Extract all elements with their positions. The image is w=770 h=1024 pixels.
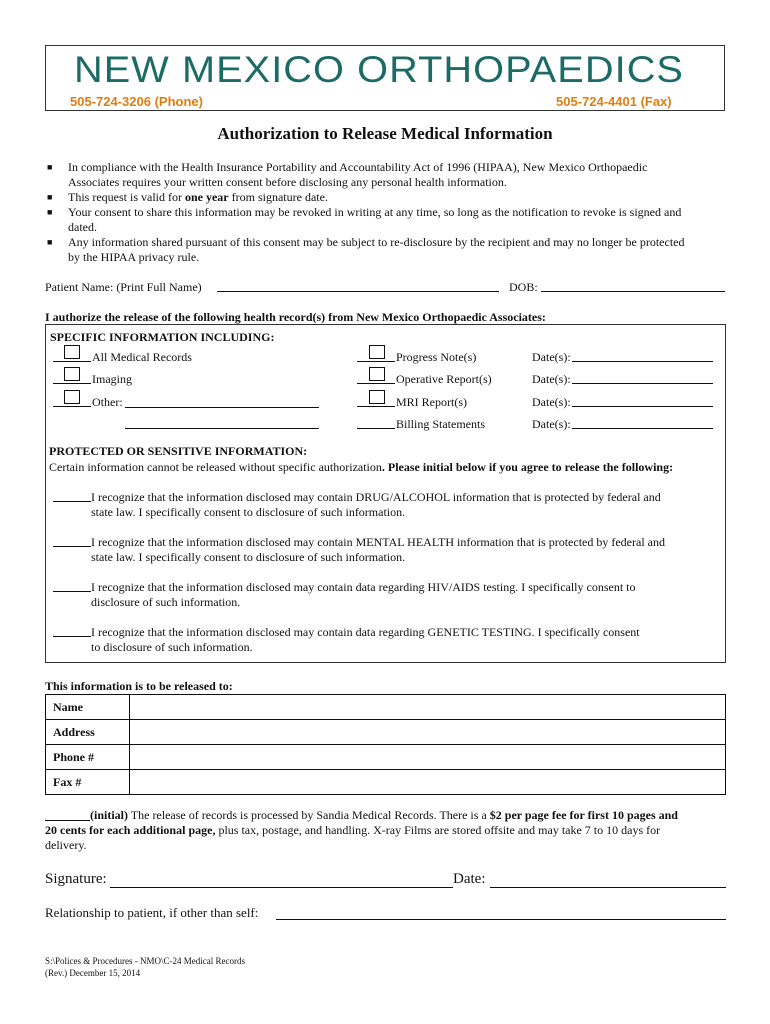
- drug-consent-text: I recognize that the information disclosed may contain DRUG/ALCOHOL information that is protected by federal and state law. I specifically consent to disclosure of such information.: [91, 490, 661, 519]
- bullet-icon: ■: [47, 192, 53, 202]
- dates-field[interactable]: [572, 417, 713, 429]
- patient-name-label: Patient Name: (Print Full Name): [45, 280, 202, 294]
- dates-label: Date(s):: [532, 395, 571, 409]
- drug-initial-field[interactable]: [53, 490, 91, 502]
- dates-field[interactable]: [572, 395, 713, 407]
- fax-field[interactable]: [130, 770, 726, 795]
- mri-report-checkbox[interactable]: [369, 390, 385, 404]
- authorize-heading: I authorize the release of the following health record(s) from New Mexico Orthopaedic Associates:: [45, 310, 546, 324]
- sig-date-field[interactable]: [490, 871, 726, 888]
- mental-consent-text: I recognize that the information disclosed may contain MENTAL HEALTH information that is protected by federal and state law. I specifically consent to disclosure of such information.: [91, 535, 665, 564]
- bullet-icon: ■: [47, 162, 53, 172]
- bullet-text: Associates requires your written consent before disclosing any personal health information.: [68, 175, 507, 189]
- table-row: [46, 720, 726, 745]
- imaging-label: Imaging: [92, 372, 132, 386]
- specific-heading: SPECIFIC INFORMATION INCLUDING:: [50, 330, 275, 344]
- dates-field[interactable]: [572, 372, 713, 384]
- billing-statements-label: Billing Statements: [396, 417, 485, 431]
- table-row: [46, 745, 726, 770]
- list-item: [47, 205, 728, 235]
- dates-field[interactable]: [572, 350, 713, 362]
- billing-initial-field[interactable]: [357, 417, 395, 429]
- fax-label: Fax #: [46, 770, 130, 795]
- protected-intro: Certain information cannot be released without specific authorization. Please initial below if you agree to release the following:: [49, 460, 674, 474]
- relationship-label: Relationship to patient, if other than self:: [45, 905, 259, 920]
- other-field-2[interactable]: [125, 416, 319, 429]
- phone-label: Phone #: [46, 745, 130, 770]
- dob-label: DOB:: [509, 280, 538, 294]
- fee-line-1: (initial) The release of records is processed by Sandia Medical Records. There is a $2 per page fee for first 10 pages and: [90, 808, 678, 822]
- hiv-initial-field[interactable]: [53, 580, 91, 592]
- bullet-icon: ■: [47, 237, 53, 247]
- protected-heading: PROTECTED OR SENSITIVE INFORMATION:: [49, 444, 308, 458]
- table-row: [46, 695, 726, 720]
- fee-initial-field[interactable]: [45, 808, 90, 821]
- bullet-text: Any information shared pursuant of this consent may be subject to re-disclosure by the recipient and may no longer be protected: [68, 235, 685, 249]
- release-to-heading: This information is to be released to:: [45, 679, 233, 693]
- bullet-text: dated.: [68, 220, 97, 234]
- signature-label: Signature:: [45, 871, 107, 887]
- footer-path: S:\Polices & Procedures - NMO\C-24 Medical Records: [45, 956, 245, 966]
- footer: [45, 955, 245, 979]
- hiv-consent-text: I recognize that the information disclosed may contain data regarding HIV/AIDS testing. I specifically consent to disclosure of such information.: [91, 580, 636, 609]
- fee-line-3: delivery.: [45, 838, 87, 852]
- other-field[interactable]: [125, 395, 319, 408]
- footer-revision: (Rev.) December 15, 2014: [45, 968, 141, 978]
- name-label: Name: [46, 695, 130, 720]
- fax-number: 505-724-4401 (Fax): [556, 94, 672, 109]
- bullet-text: In compliance with the Health Insurance Portability and Accountability Act of 1996 (HIPAA), New Mexico Orthopaedic: [68, 160, 648, 174]
- sig-date-label: Date:: [453, 871, 486, 887]
- relationship-field[interactable]: [276, 905, 726, 920]
- fee-line-2: 20 cents for each additional page, plus tax, postage, and handling. X-ray Films are stored offsite and may take 7 to 10 days for: [45, 823, 661, 837]
- name-field[interactable]: [130, 695, 726, 720]
- all-records-label: All Medical Records: [92, 350, 192, 364]
- all-records-checkbox[interactable]: [64, 345, 80, 359]
- progress-notes-checkbox[interactable]: [369, 345, 385, 359]
- list-item: ■ This request is valid for one year from signature date.: [47, 190, 328, 204]
- genetic-consent-text: I recognize that the information disclosed may contain data regarding GENETIC TESTING. I specifically consent to disclosure of such information.: [91, 625, 640, 654]
- logo: [74, 49, 686, 89]
- list-item: [47, 160, 728, 190]
- bullet-icon: ■: [47, 207, 53, 217]
- dates-label: Date(s):: [532, 372, 571, 386]
- logo-text: NEW MEXICO ORTHOPAEDICS: [74, 49, 684, 89]
- dob-field[interactable]: [541, 280, 725, 292]
- page-title: Authorization to Release Medical Information: [217, 124, 553, 143]
- patient-name-field[interactable]: [217, 280, 499, 292]
- table-row: [46, 770, 726, 795]
- list-item: [47, 235, 728, 265]
- mri-report-label: MRI Report(s): [396, 395, 467, 409]
- address-field[interactable]: [130, 720, 726, 745]
- signature-field[interactable]: [110, 871, 453, 888]
- mental-initial-field[interactable]: [53, 535, 91, 547]
- other-label: Other:: [92, 395, 123, 409]
- other-checkbox[interactable]: [64, 390, 80, 404]
- address-label: Address: [46, 720, 130, 745]
- release-to-table: [45, 694, 726, 795]
- dates-label: Date(s):: [532, 350, 571, 364]
- bullet-text: by the HIPAA privacy rule.: [68, 250, 200, 264]
- progress-notes-label: Progress Note(s): [396, 350, 477, 364]
- operative-report-label: Operative Report(s): [396, 372, 492, 386]
- imaging-checkbox[interactable]: [64, 367, 80, 381]
- bullet-text: Your consent to share this information may be revoked in writing at any time, so long as the notification to revoke is signed and: [68, 205, 682, 219]
- phone-number: 505-724-3206 (Phone): [70, 94, 203, 109]
- operative-report-checkbox[interactable]: [369, 367, 385, 381]
- dates-label: Date(s):: [532, 417, 571, 431]
- phone-field[interactable]: [130, 745, 726, 770]
- genetic-initial-field[interactable]: [53, 625, 91, 637]
